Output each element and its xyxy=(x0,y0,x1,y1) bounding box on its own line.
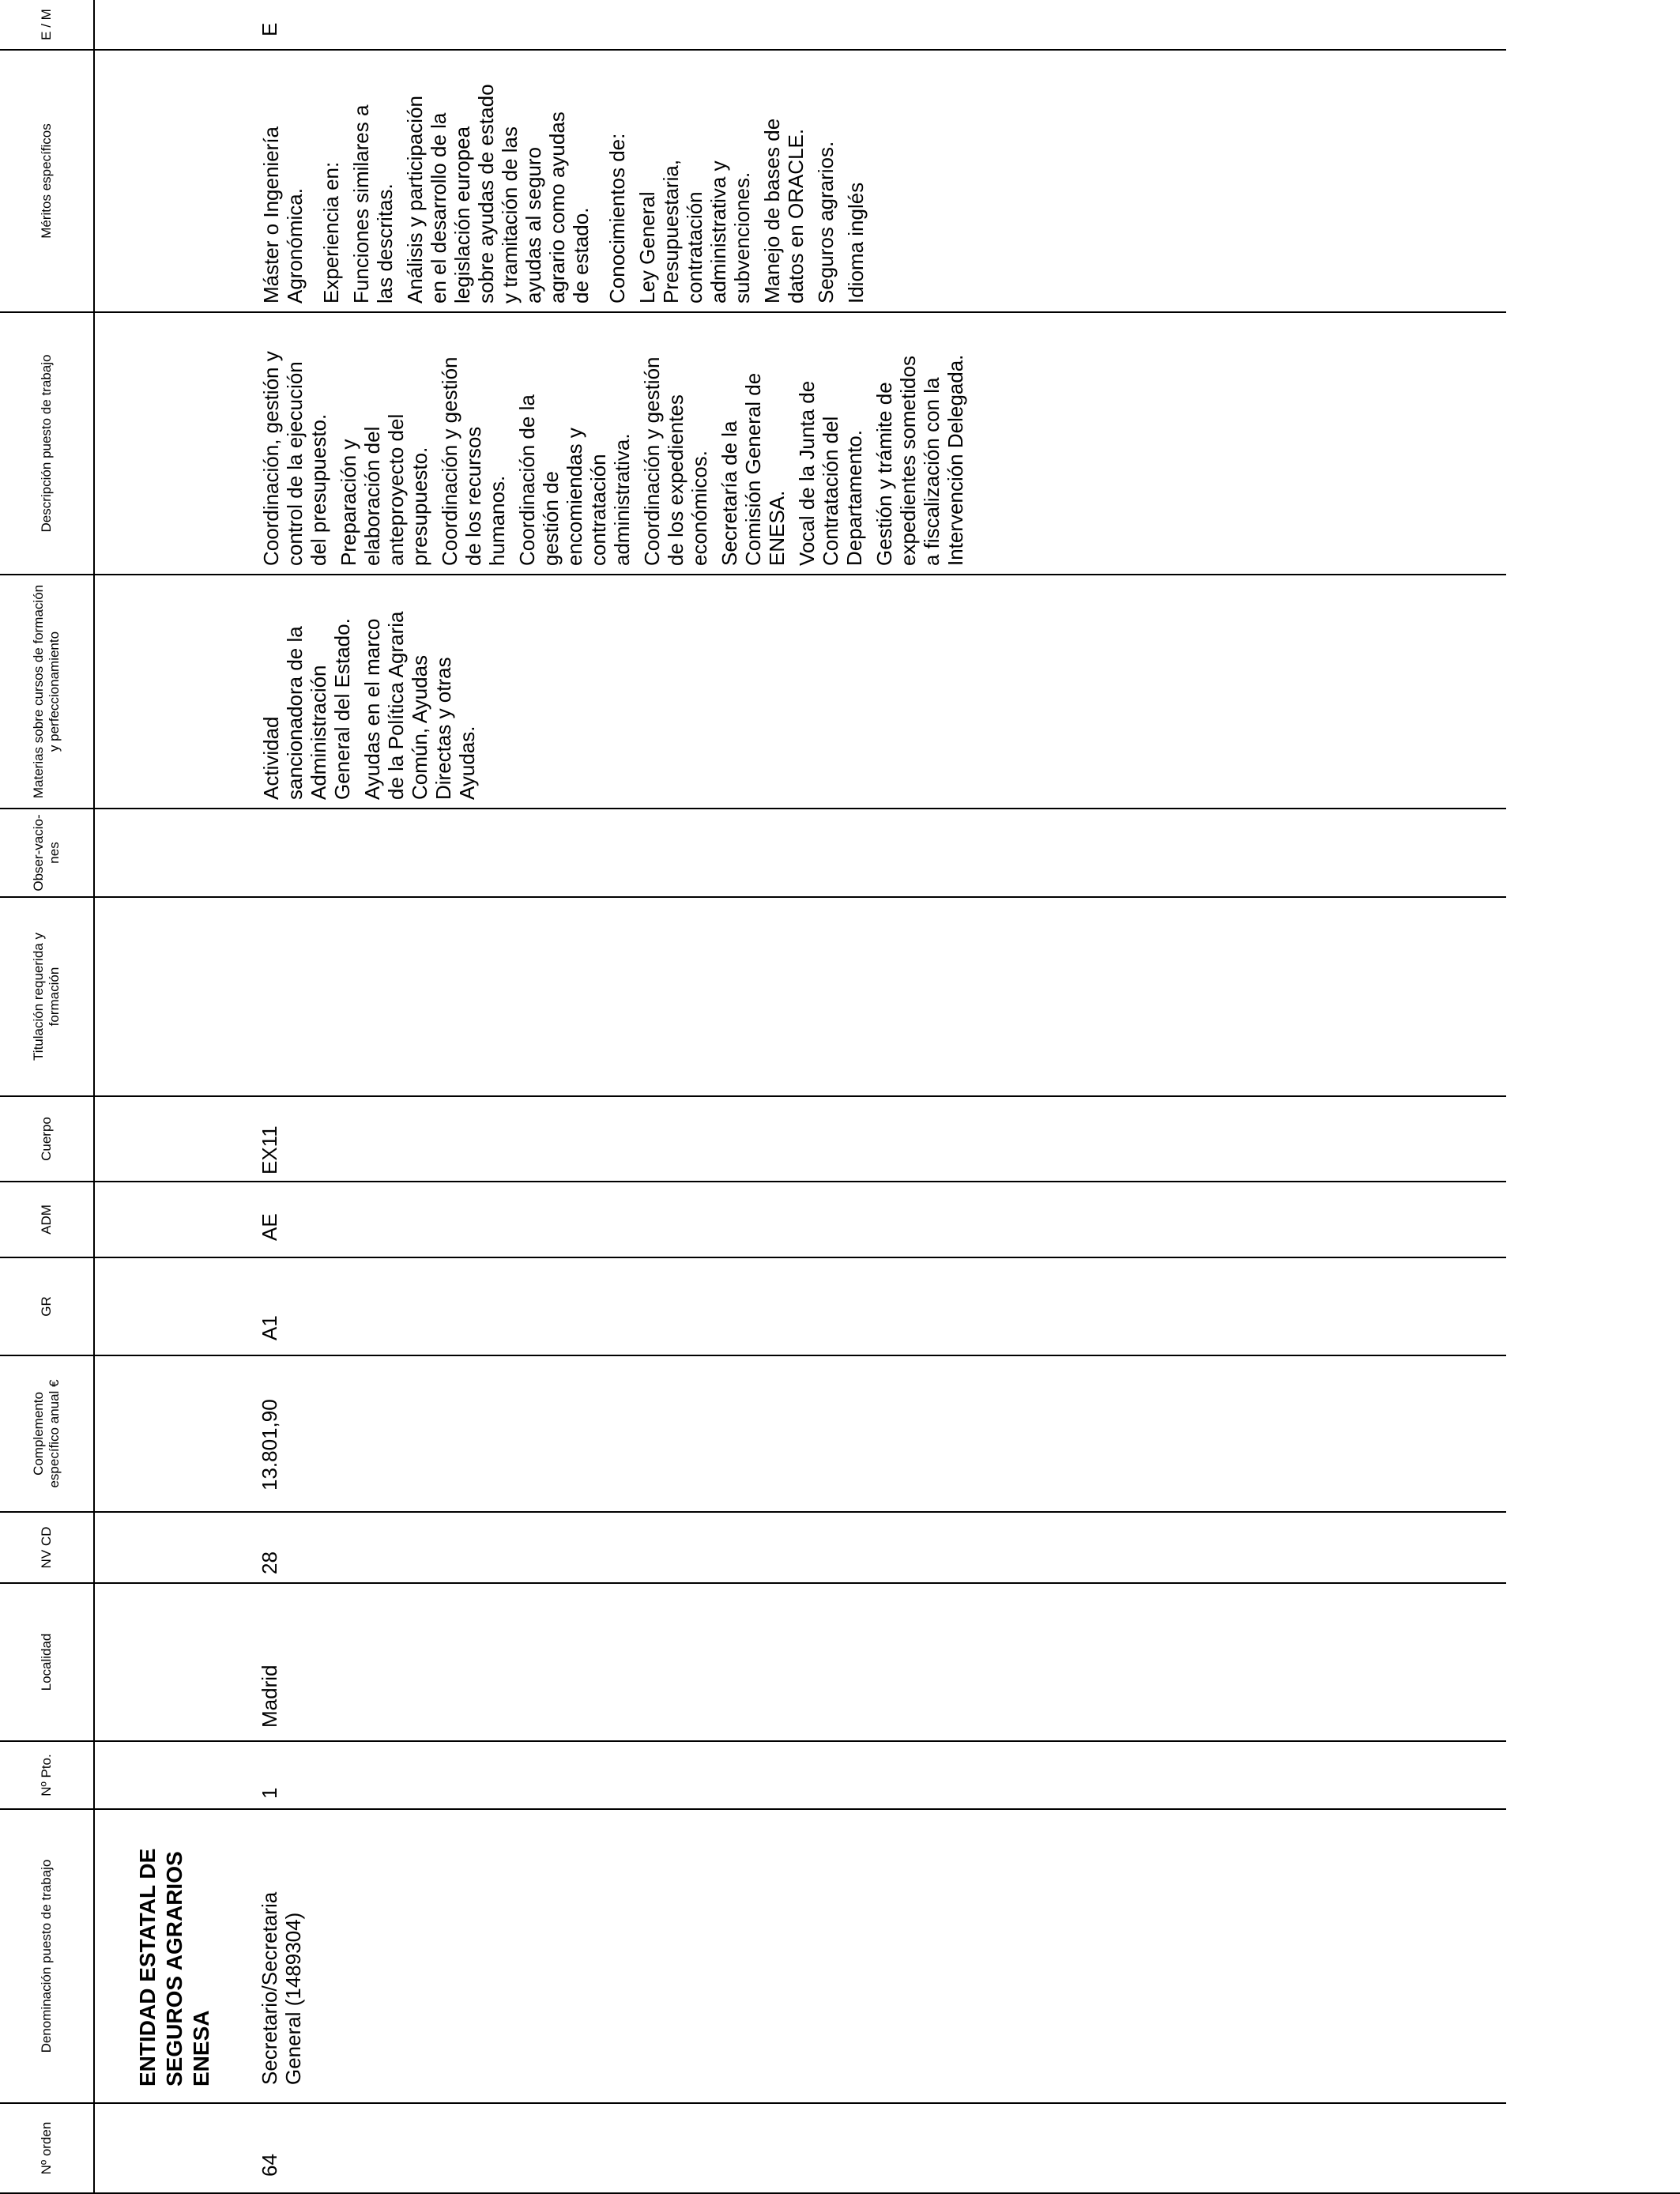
descripcion-line: Coordinación de la xyxy=(515,394,539,566)
header-gr: GR xyxy=(39,1296,54,1317)
materias-line: General del Estado. xyxy=(330,618,354,800)
meritos-line: en el desarrollo de la xyxy=(427,112,450,303)
cell-n-orden: 64 xyxy=(258,2154,281,2177)
descripcion-line: Vocal de la Junta de xyxy=(795,380,819,566)
cell-complemento: 13.801,90 xyxy=(258,1399,281,1491)
materias-line: Actividad xyxy=(259,716,283,800)
meritos-line: ayudas al seguro xyxy=(522,146,545,303)
meritos-line: y tramitación de las xyxy=(498,126,522,303)
header-localidad: Localidad xyxy=(39,1633,54,1691)
meritos-line: Ley General xyxy=(635,191,659,303)
descripcion-line: Gestión y trámite de xyxy=(872,382,896,566)
header-complemento: Complemento específico anual € xyxy=(31,1379,62,1488)
header-cuerpo: Cuerpo xyxy=(39,1117,54,1161)
meritos-line: Seguros agrarios. xyxy=(814,141,838,303)
descripcion-line: Coordinación y gestión xyxy=(640,356,664,566)
column-separator xyxy=(0,1355,1506,1356)
column-separator xyxy=(0,1257,1506,1258)
header-observaciones: Obser-vacio-nes xyxy=(31,814,62,892)
header-n-pto: Nº Pto. xyxy=(39,1754,54,1796)
paragraph-gap xyxy=(711,313,718,566)
descripcion-line: Secretaría de la xyxy=(718,420,741,566)
column-separator xyxy=(0,896,1506,898)
meritos-line: subvenciones. xyxy=(730,172,754,303)
paragraph-gap xyxy=(634,313,640,566)
section-title-line: ENTIDAD ESTATAL DE xyxy=(135,1848,160,2087)
column-separator xyxy=(0,1740,1506,1742)
materias-line: sancionadora de la xyxy=(283,626,307,800)
descripcion-line: a fiscalización con la xyxy=(920,377,944,566)
meritos-line: legislación europea xyxy=(450,126,474,303)
descripcion-line: Preparación y xyxy=(337,439,360,566)
meritos-line: Presupuestaria, xyxy=(659,159,683,303)
descripcion-line: Comisión General de xyxy=(741,372,765,566)
meritos-line: contratación xyxy=(683,191,706,303)
paragraph-gap xyxy=(754,51,760,303)
materias-line: de la Política Agraria xyxy=(384,611,408,800)
header-n-orden: Nº orden xyxy=(39,2121,54,2175)
paragraph-gap xyxy=(808,51,814,303)
denominacion-line: General (1489304) xyxy=(281,1912,305,2085)
descripcion-line: gestión de xyxy=(539,471,563,566)
cell-nv-cd: 28 xyxy=(258,1551,281,1574)
paragraph-gap xyxy=(354,577,360,800)
section-title xyxy=(134,1810,215,2087)
column-separator xyxy=(0,2102,1506,2104)
cell-localidad: Madrid xyxy=(258,1664,281,1728)
paragraph-gap xyxy=(838,51,844,303)
meritos-line: Análisis y participación xyxy=(403,95,427,303)
paragraph-gap xyxy=(330,313,337,566)
column-separator xyxy=(0,574,1506,575)
meritos-line: sobre ayudas de estado xyxy=(474,84,498,303)
header-titulacion: Titulación requerida y formación xyxy=(31,933,62,1061)
descripcion-line: administrativa. xyxy=(610,433,634,566)
paragraph-gap xyxy=(866,313,872,566)
cell-meritos xyxy=(259,51,868,303)
meritos-line: Agronómica. xyxy=(283,188,307,303)
paragraph-gap xyxy=(431,313,438,566)
descripcion-line: elaboración del xyxy=(360,426,384,566)
header-materias: Materias sobre cursos de formación y perfeccionamiento xyxy=(31,584,62,799)
meritos-line: Idioma inglés xyxy=(844,182,868,303)
cell-cuerpo: EX11 xyxy=(258,1125,281,1174)
column-separator xyxy=(0,1582,1506,1584)
descripcion-line: humanos. xyxy=(485,475,509,566)
descripcion-line: de los recursos xyxy=(461,426,485,566)
cell-adm: AE xyxy=(258,1213,281,1241)
header-denominacion: Denominación puesto de trabajo xyxy=(39,1859,54,2053)
meritos-line: las descritas. xyxy=(373,183,397,303)
descripcion-line: Contratación del xyxy=(819,416,842,566)
cell-n-pto: 1 xyxy=(258,1787,281,1799)
paragraph-gap xyxy=(343,51,349,303)
header-em: E / M xyxy=(39,9,54,40)
meritos-line: de estado. xyxy=(569,207,593,303)
cell-descripcion xyxy=(259,313,967,566)
section-title-line: SEGUROS AGRARIOS xyxy=(162,1851,186,2087)
descripcion-line: Departamento. xyxy=(842,430,866,566)
paragraph-gap xyxy=(629,51,635,303)
materias-line: Común, Ayudas xyxy=(408,654,431,800)
descripcion-line: anteproyecto del xyxy=(384,413,408,566)
meritos-line: Conocimientos de: xyxy=(605,133,629,303)
descripcion-line: Coordinación, gestión y xyxy=(259,351,283,566)
descripcion-line: económicos. xyxy=(687,450,711,566)
meritos-line: agrario como ayudas xyxy=(545,111,569,303)
header-descripcion: Descripción puesto de trabajo xyxy=(39,354,54,533)
materias-line: Directas y otras xyxy=(431,657,455,800)
descripcion-line: presupuesto. xyxy=(408,447,431,566)
descripcion-line: ENESA. xyxy=(765,490,789,566)
paragraph-gap xyxy=(599,51,605,303)
header-nv-cd: NV CD xyxy=(39,1526,54,1569)
denominacion-line: Secretario/Secretaria xyxy=(258,1891,281,2085)
cell-denominacion xyxy=(258,1812,305,2085)
column-separator xyxy=(0,808,1506,809)
cell-gr: A1 xyxy=(258,1315,281,1340)
column-separator xyxy=(0,1095,1506,1097)
meritos-line: administrativa y xyxy=(706,160,730,303)
descripcion-line: expedientes sometidos xyxy=(896,356,920,566)
column-separator xyxy=(0,1808,1506,1810)
header-rule xyxy=(93,0,95,2194)
descripcion-line: Coordinación y gestión xyxy=(438,356,461,566)
paragraph-gap xyxy=(397,51,403,303)
descripcion-line: contratación xyxy=(586,454,610,566)
materias-line: Ayudas. xyxy=(455,726,479,800)
descripcion-line: control de la ejecución xyxy=(283,361,307,566)
meritos-line: datos en ORACLE. xyxy=(784,128,808,303)
meritos-line: Experiencia en: xyxy=(319,161,343,303)
meritos-line: Manejo de bases de xyxy=(760,118,784,303)
paragraph-gap xyxy=(509,313,515,566)
column-separator xyxy=(0,1511,1506,1513)
materias-line: Ayudas en el marco xyxy=(360,618,384,800)
materias-line: Administración xyxy=(307,665,330,800)
header-adm: ADM xyxy=(39,1204,54,1235)
column-separator xyxy=(0,1181,1506,1182)
paragraph-gap xyxy=(307,51,313,303)
meritos-line: Máster o Ingeniería xyxy=(259,126,283,303)
descripcion-line: del presupuesto. xyxy=(307,413,330,566)
paragraph-gap xyxy=(313,51,319,303)
descripcion-line: encomiendas y xyxy=(563,428,586,566)
paragraph-gap xyxy=(789,313,795,566)
descripcion-line: de los expedientes xyxy=(664,394,687,566)
descripcion-line: Intervención Delegada. xyxy=(944,354,967,566)
header-meritos: Méritos específicos xyxy=(39,123,54,239)
section-title-line: ENESA xyxy=(189,2010,213,2087)
cell-materias xyxy=(259,577,479,800)
cell-em: E xyxy=(258,22,281,36)
paragraph-gap xyxy=(593,51,599,303)
meritos-line: Funciones similares a xyxy=(349,104,373,303)
